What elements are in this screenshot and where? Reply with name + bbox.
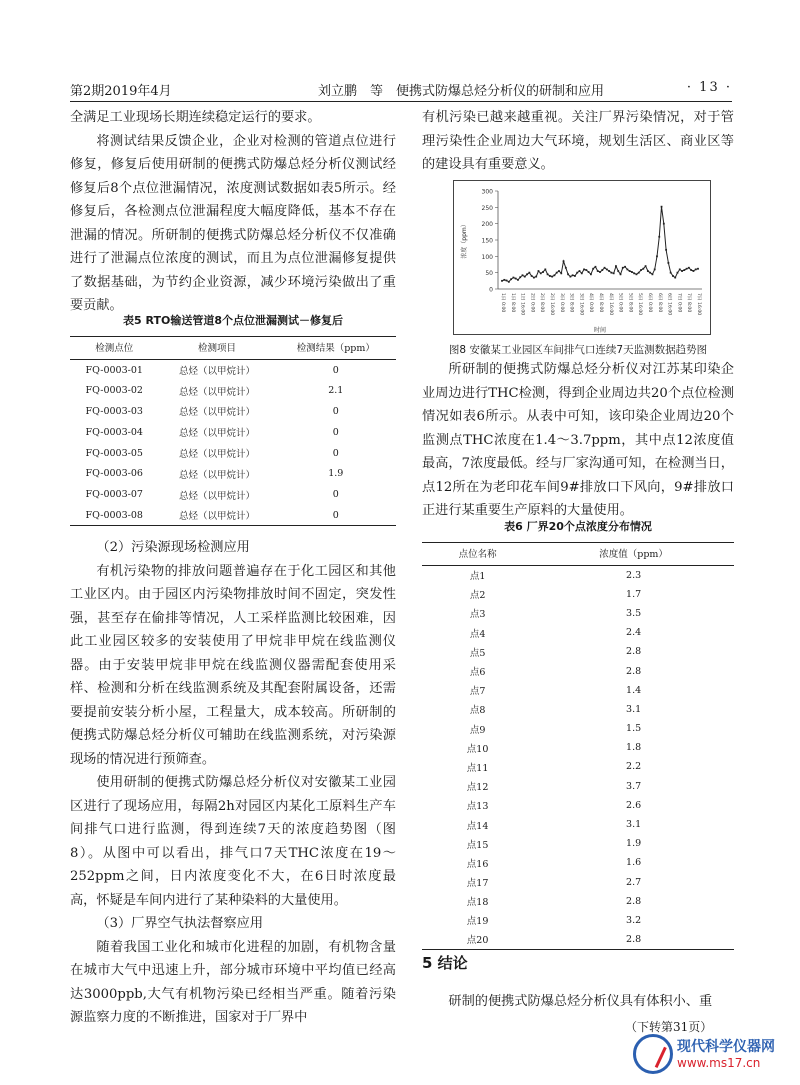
table-cell: 点19 [466,916,489,928]
table-row [422,853,734,872]
data-point [690,269,692,271]
data-point [613,272,615,274]
data-point [608,270,610,272]
x-tick-label: 6日 0:00 [647,293,652,313]
issue-info: 第2期2019年4月 [70,84,172,99]
table-cell: 0 [276,505,396,526]
data-point [617,270,619,272]
table-cell: 3.2 [626,914,642,926]
table-cell: FQ-0003-05 [85,447,143,459]
x-tick-label: 2日 8:00 [539,293,545,313]
x-tick-label: 1日 8:00 [509,293,515,313]
data-point [585,269,587,271]
table-cell: 3.1 [626,703,642,715]
table-cell: 2.8 [626,646,642,658]
section-heading: 5 结论 [422,954,468,972]
table-cell: 点13 [466,801,489,813]
table-cell: 2.2 [626,761,642,773]
table-row [422,873,734,892]
table-cell: 点5 [469,647,486,659]
data-point [512,277,514,279]
data-point [663,223,665,225]
table-cell: 总烃（以甲烷计） [178,428,255,440]
data-point [595,266,597,268]
table-cell: 点16 [466,858,489,870]
data-point [515,278,517,280]
table-row [70,422,396,443]
y-tick-label: 300 [481,188,493,196]
continued-note: （下转第31页） [625,1020,713,1034]
data-point [597,270,599,272]
data-point [538,270,540,272]
x-tick-label: 7日 16:00 [696,293,701,316]
table-row [422,623,734,642]
table-row [422,719,734,738]
x-tick-label: 6日 8:00 [656,293,662,313]
article-title-header: 刘立鹏 等 便携式防爆总烃分析仪的研制和应用 [318,84,605,99]
x-tick-label: 5日 0:00 [617,293,623,313]
table-cell: 总烃（以甲烷计） [158,505,275,526]
table-cell: 0 [332,489,339,501]
x-tick-label: 4日 8:00 [598,293,603,313]
data-point [599,271,601,273]
table-header: 检测结果（ppm） [276,337,396,360]
table-cell: 点11 [466,762,489,774]
data-point [569,276,571,278]
table-cell: 2.6 [626,799,642,811]
table-header: 浓度值（ppm） [533,543,734,566]
table-row [70,380,396,401]
left-column-lower [70,536,396,1030]
left-column [70,106,396,318]
y-tick-label: 200 [481,221,493,229]
data-point [517,279,519,281]
data-point [501,280,503,282]
table-cell: 总烃（以甲烷计） [178,449,255,461]
trend-chart [454,181,712,336]
data-point [544,269,546,271]
y-tick-label: 150 [481,237,493,245]
table-cell: 2.8 [626,895,642,907]
table-cell: 点6 [469,667,486,679]
data-point [558,270,560,272]
table-cell: 总烃（以甲烷计） [178,407,255,419]
data-point [506,280,508,282]
figure-8-caption: 图8 安徽某工业园区车间排气口连续7天监测数据趋势图 [448,344,708,356]
data-point [640,269,642,271]
table-cell: 2.3 [626,569,642,581]
table-row [422,642,734,661]
data-point [503,279,505,281]
table-cell: 1.6 [626,857,642,869]
data-point [610,272,612,274]
data-point [549,275,551,277]
data-point [565,267,567,269]
x-tick-label: 1日 16:00 [519,293,525,316]
table-cell: FQ-0003-03 [85,405,143,417]
data-point [563,260,565,262]
data-point [535,276,537,278]
table-cell: 点9 [469,724,486,736]
data-point [636,273,638,275]
data-point [579,270,581,272]
data-point [572,274,574,276]
logo-text: 现代科学仪器网 [677,1039,775,1055]
paragraph: 研制的便携式防爆总烃分析仪具有体积小、重 [448,994,713,1009]
table-row [422,892,734,911]
table-6 [422,518,734,950]
data-point [522,274,524,276]
right-column [422,106,734,177]
data-point [629,270,631,272]
x-axis-label: 时间 [593,327,607,334]
paragraph: 随着我国工业化和城市化进程的加剧，有机物含量在城市大气中迅速上升，部分城市环境中平均值已经高达3000ppb,大气有机物污染已经相当严重。随着污染源监察力度的不断推进，国家对于厂界中 [70,939,396,1025]
table-cell: 总烃（以甲烷计） [178,386,255,398]
data-point [622,267,624,269]
table-row [70,505,396,526]
table-row [70,463,396,484]
table-cell: 3.5 [626,607,642,619]
data-point [672,275,674,277]
data-point [645,265,647,267]
table-cell: 点1 [469,571,486,583]
table-row [422,757,734,776]
table-cell: 2.4 [626,627,642,639]
table-cell: 1.8 [626,742,642,754]
table-cell: 总烃（以甲烷计） [178,469,255,481]
table-cell: 3.7 [626,780,642,792]
table-6-caption: 表6 厂界20个点浓度分布情况 [504,520,652,533]
table-cell: 点18 [466,897,489,909]
table-cell: 0 [332,447,339,459]
data-point [519,276,521,278]
data-point [531,275,533,277]
table-cell: 点3 [469,609,486,621]
data-point [658,236,660,238]
data-point [665,249,667,251]
table-cell: 1.7 [626,588,642,600]
data-point [652,273,654,275]
x-tick-label: 3日 16:00 [578,293,584,316]
table-cell: 点7 [469,686,486,698]
x-tick-label: 3日 8:00 [568,293,574,313]
data-point [554,274,556,276]
table-cell: 1.4 [626,684,642,696]
table-row [422,796,734,815]
subsection-heading: （3）厂界空气执法督察应用 [96,916,264,931]
paragraph: 将测试结果反馈企业，企业对检测的管道点位进行修复，修复后使用研制的便携式防爆总烃分析仪测试经修复后8个点位泄漏情况，浓度测试数据如表5所示。经修复后，各检测点位泄漏程度大幅度降低，基本不存在泄漏的情况。所研制的便携式防爆总烃分析仪不仅准确进行了泄漏点位浓度的测试，而且为点位泄漏修复提供了数据基础，为节约企业资源，减少环境污染做出了重要贡献。 [70,133,396,313]
y-tick-label: 100 [481,253,493,261]
data-point [540,272,542,274]
data-point [679,269,681,271]
table-cell: 2.1 [328,385,344,397]
data-point [674,277,676,279]
page-number: · 13 · [686,80,732,95]
table-cell: 0 [332,426,339,438]
x-tick-label: 4日 16:00 [607,293,613,316]
x-tick-label: 3日 0:00 [558,293,564,313]
data-point [647,270,649,272]
data-point [654,269,656,271]
data-point [681,270,683,272]
table-row [422,815,734,834]
table-row [70,484,396,505]
table-row [422,777,734,796]
running-header [70,76,732,102]
x-tick-label: 5日 8:00 [627,293,633,313]
data-point [551,276,553,278]
y-axis-label: 浓度（ppm） [461,221,468,259]
data-line [502,207,698,282]
data-point [533,277,535,279]
x-tick-label: 1日 0:00 [500,293,505,313]
table-header: 点位名称 [422,543,533,566]
table-row [422,738,734,757]
data-point [677,272,679,274]
table-cell: FQ-0003-06 [85,468,143,480]
data-point [524,276,526,278]
data-point [581,272,583,274]
data-point [693,270,695,272]
data-point [590,273,592,275]
logo-icon [633,1034,673,1074]
data-point [667,262,669,264]
data-point [592,268,594,270]
x-tick-label: 7日 8:00 [686,293,692,313]
data-point [638,272,640,274]
x-tick-label: 7日 0:00 [676,293,682,313]
data-point [574,275,576,277]
table-row [422,930,734,949]
data-point [626,269,628,271]
data-point [670,272,672,274]
data-point [576,272,578,274]
data-point [560,272,562,274]
table-row [70,401,396,422]
table-row [422,911,734,930]
table-5-grid [70,336,396,526]
data-point [601,269,603,271]
data-point [588,271,590,273]
table-cell: 点12 [466,782,489,794]
data-point [556,272,558,274]
table-cell: FQ-0003-02 [85,385,143,397]
data-point [661,206,663,208]
table-cell: 点17 [466,878,489,890]
table-cell: 0 [332,364,339,376]
table-cell: 总烃（以甲烷计） [178,490,255,502]
paragraph: 使用研制的便携式防爆总烃分析仪对安徽某工业园区进行了现场应用，每隔2h对园区内某化工原料生产车间排气口进行监测，得到连续7天的浓度趋势图（图8）。从图中可以看出，排气口7天THC浓度在19～252ppm之间，日内浓度变化不大，在6日时浓度最高，怀疑是车间内进行了某种染料的大量使用。 [70,775,396,908]
data-point [631,271,633,273]
y-tick-label: 50 [485,270,493,278]
data-point [642,268,644,270]
table-row [422,566,734,585]
table-row [422,834,734,853]
y-tick-label: 250 [481,204,493,212]
table-cell: FQ-0003-01 [85,364,143,376]
table-5-caption: 表5 RTO输送管道8个点位泄漏测试－修复后 [123,314,343,327]
data-point [583,269,585,271]
data-point [528,272,530,274]
x-tick-label: 6日 16:00 [666,293,672,316]
paragraph: 有机污染物的排放问题普遍存在于化工园区和其他工业区内。由于园区内污染物排放时间不固定，突发性强，甚至存在偷排等情况，人工采样监测比较困难，因此工业园区较多的安装使用了甲烷非甲烷在线监测仪器。由于安装甲烷非甲烷在线监测仪器需配套使用采样、检测和分析在线监测系统及其配套附属设备，还需要提前安装分析小屋，工程量大，成本较高。所研制的便携式防爆总烃分析仪可辅助在线监测系统，对污染源现场的情况进行预筛查。 [70,563,396,767]
x-tick-label: 2日 16:00 [549,293,554,316]
table-cell: 点2 [469,590,486,602]
data-point [615,265,617,267]
data-point [606,269,608,271]
table-cell: 点4 [469,628,486,640]
logo-url: www.ms17.cn [677,1056,761,1070]
paragraph: 所研制的便携式防爆总烃分析仪对江苏某印染企业周边进行THC检测，得到企业周边共20个点位检测情况如表6所示。从表中可知，该印染企业周边20个监测点THC浓度在1.4～3.7ppm，其中点12浓度值最高，7浓度最低。经与厂家沟通可知，在检测当日，点12所在为老印花车间9#排放口下风向，9#排放口正进行某重要生产原料的大量使用。 [422,362,734,518]
table-cell: 点10 [466,743,489,755]
data-point [508,281,510,283]
x-tick-label: 4日 0:00 [588,293,594,313]
data-point [649,272,651,274]
data-point [624,266,626,268]
table-header: 检测点位 [70,337,158,360]
table-cell: 3.1 [626,819,642,831]
table-header: 检测项目 [158,337,275,360]
table-cell: 0 [332,405,339,417]
table-row [422,585,734,604]
data-point [510,278,512,280]
data-point [633,272,635,274]
site-logo [633,1030,793,1078]
x-tick-label: 2日 0:00 [529,293,535,313]
data-point [688,267,690,269]
data-point [547,273,549,275]
table-cell: 2.8 [533,930,734,949]
table-cell: 点20 [422,930,533,949]
data-point [697,268,699,270]
table-cell: 1.5 [626,723,642,735]
table-row [422,604,734,623]
x-tick-label: 5日 16:00 [637,293,643,316]
table-row [70,360,396,381]
table-cell: FQ-0003-08 [70,505,158,526]
table-cell: 2.7 [626,876,642,888]
table-cell: 2.8 [626,665,642,677]
data-point [683,269,685,271]
table-cell: 点14 [466,820,489,832]
table-cell: 点8 [469,705,486,717]
table-row [422,661,734,680]
table-row [422,700,734,719]
paragraph: 有机污染已越来越重视。关注厂界污染情况，对于管理污染性企业周边大气环境，规划生活区、商业区等的建设具有重要意义。 [422,110,734,172]
table-5 [70,312,396,526]
data-point [656,255,658,257]
table-row [70,443,396,464]
subsection-heading: （2）污染源现场检测应用 [96,540,250,555]
data-point [542,271,544,273]
table-cell: 1.9 [328,468,344,480]
data-point [526,273,528,275]
conclusion-text [422,990,734,1014]
data-point [686,268,688,270]
table-cell: 总烃（以甲烷计） [178,366,255,378]
data-point [695,269,697,271]
table-6-grid [422,542,734,950]
table-row [422,681,734,700]
y-tick-label: 0 [489,286,493,294]
data-point [604,267,606,269]
paragraph: 全满足工业现场长期连续稳定运行的要求。 [70,110,321,125]
right-column-middle [422,358,734,523]
table-cell: 点15 [466,839,489,851]
table-cell: FQ-0003-07 [85,489,143,501]
table-cell: 1.9 [626,838,642,850]
data-point [620,273,622,275]
figure-8 [453,180,711,335]
data-point [567,273,569,275]
table-cell: FQ-0003-04 [85,426,143,438]
